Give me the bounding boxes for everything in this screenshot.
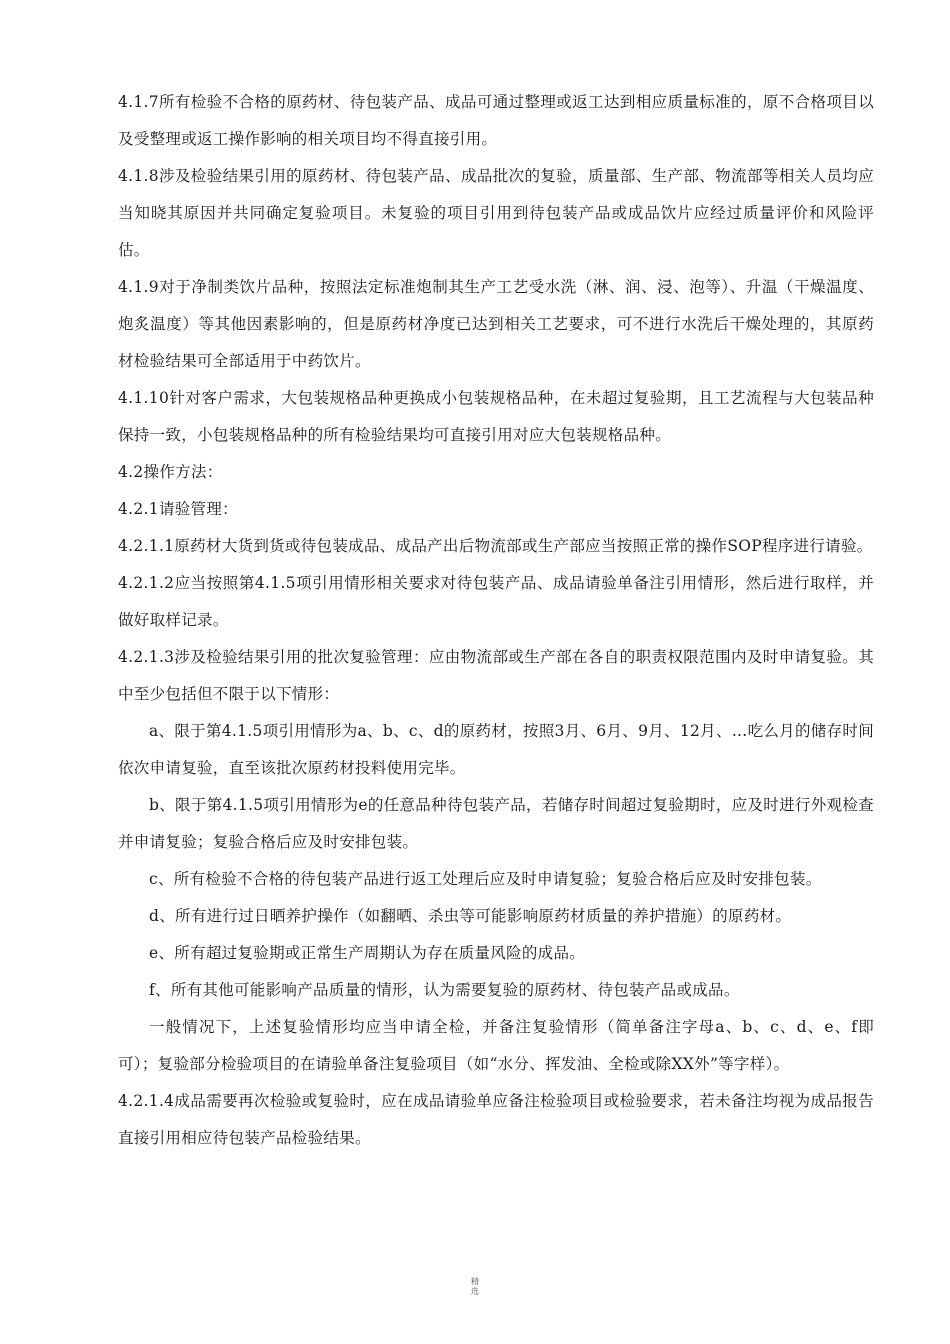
paragraph-b: b、限于第4.1.5项引用情形为e的任意品种待包装产品，若储存时间超过复验期时，应及时进行外观检查并申请复验；复验合格后应及时安排包装。 <box>118 796 874 851</box>
paragraph-c: c、所有检验不合格的待包装产品进行返工处理后应及时申请复验；复验合格后应及时安排包装。 <box>149 870 822 888</box>
page-footer-mark <box>0 1277 950 1297</box>
paragraph-general: 一般情况下，上述复验情形均应当申请全检，并备注复验情形（简单备注字母a、b、c、d、e、f即可）；复验部分检验项目的在请验单备注复验项目（如“水分、挥发油、全检或除XX外”等字样）。 <box>118 1018 874 1073</box>
document-body <box>118 84 874 1157</box>
paragraph-f: f、所有其他可能影响产品质量的情形，认为需要复验的原药材、待包装产品或成品。 <box>149 981 740 999</box>
paragraph-e: e、所有超过复验期或正常生产周期认为存在质量风险的成品。 <box>149 944 586 962</box>
paragraph-4-2-1-2: 4.2.1.2应当按照第4.1.5项引用情形相关要求对待包装产品、成品请验单备注引用情形，然后进行取样，并做好取样记录。 <box>118 574 874 629</box>
footer-char-1: 精 <box>471 1277 479 1286</box>
paragraph-4-1-9: 4.1.9对于净制类饮片品种，按照法定标准炮制其生产工艺受水洗（淋、润、浸、泡等）、升温（干燥温度、炮炙温度）等其他因素影响的，但是原药材净度已达到相关工艺要求，可不进行水洗后干燥处理的，其原药材检验结果可全部适用于中药饮片。 <box>118 278 874 370</box>
paragraph-4-1-10: 4.1.10针对客户需求，大包装规格品种更换成小包装规格品种，在未超过复验期，且工艺流程与大包装品种保持一致，小包装规格品种的所有检验结果均可直接引用对应大包装规格品种。 <box>118 389 874 444</box>
paragraph-4-2-1-1: 4.2.1.1原药材大货到货或待包装成品、成品产出后物流部或生产部应当按照正常的操作SOP程序进行请验。 <box>118 537 873 555</box>
paragraph-4-2: 4.2操作方法： <box>118 463 223 481</box>
paragraph-4-2-1-4: 4.2.1.4成品需要再次检验或复验时，应在成品请验单应备注检验项目或检验要求，若未备注均视为成品报告直接引用相应待包装产品检验结果。 <box>118 1092 874 1147</box>
footer-char-2: 选 <box>471 1287 479 1296</box>
paragraph-4-1-7: 4.1.7所有检验不合格的原药材、待包装产品、成品可通过整理或返工达到相应质量标准的，原不合格项目以及受整理或返工操作影响的相关项目均不得直接引用。 <box>118 93 874 148</box>
paragraph-d: d、所有进行过日晒养护操作（如翻晒、杀虫等可能影响原药材质量的养护措施）的原药材。 <box>149 907 792 925</box>
paragraph-4-1-8: 4.1.8涉及检验结果引用的原药材、待包装产品、成品批次的复验，质量部、生产部、物流部等相关人员均应当知晓其原因并共同确定复验项目。未复验的项目引用到待包装产品或成品饮片应经过质量评价和风险评估。 <box>118 167 874 259</box>
paragraph-a: a、限于第4.1.5项引用情形为a、b、c、d的原药材，按照3月、6月、9月、12月、…吃么月的储存时间依次申请复验，直至该批次原药材投料使用完毕。 <box>118 722 874 777</box>
paragraph-4-2-1: 4.2.1请验管理： <box>118 500 238 518</box>
paragraph-4-2-1-3: 4.2.1.3涉及检验结果引用的批次复验管理：应由物流部或生产部在各自的职责权限范围内及时申请复验。其中至少包括但不限于以下情形： <box>118 648 874 703</box>
